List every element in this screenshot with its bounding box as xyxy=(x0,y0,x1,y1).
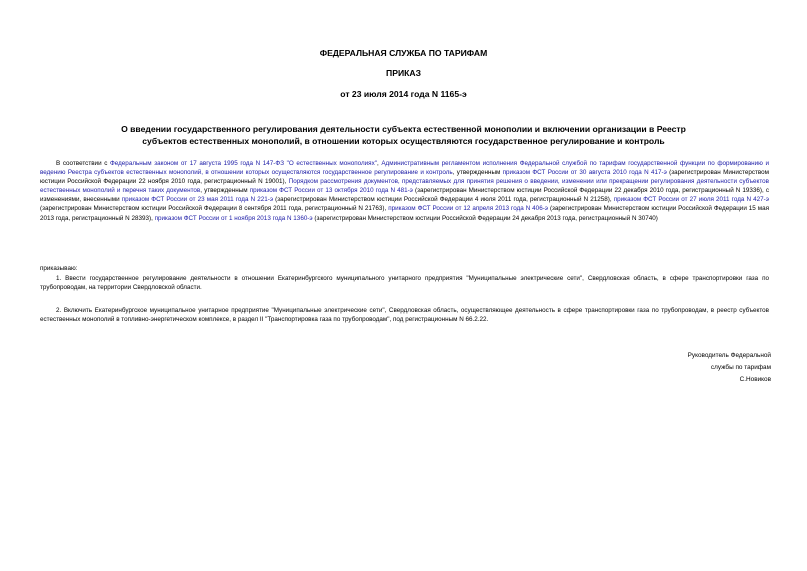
document-type: ПРИКАЗ xyxy=(386,68,421,78)
preamble-text: (зарегистрирован Министерством юстиции Российской Федерации 22 ноября 2010 года, регистрационный N 19001), xyxy=(40,169,769,186)
preamble-text: , xyxy=(376,160,382,167)
link-order-406[interactable]: приказом ФСТ России от 12 апреля 2013 года N 406-э xyxy=(388,205,548,213)
link-order-221[interactable]: приказом ФСТ России от 23 мая 2011 года N 221-э xyxy=(121,196,274,204)
link-federal-law-147[interactable]: Федеральным законом от 17 августа 1995 года N 147-ФЗ "О естественных монополиях" xyxy=(109,160,377,167)
signature-position: Руководитель Федеральной xyxy=(687,352,771,359)
preamble-text: (зарегистрирован Министерством юстиции Российской Федерации 22 декабря 2010 года, регистрационный N 19336), с изменениями, внесенными xyxy=(40,187,769,204)
link-order-417[interactable]: приказом ФСТ России от 30 августа 2010 года N 417-э xyxy=(502,169,667,177)
order-item-1: 1. Ввести государственное регулирование деятельности в отношении Екатеринбургского муниципального унитарного предприятия "Муниципальные электрические сети", Свердловская область, в сфере транспортировки газа по трубопроводам, на территории Свердловской области. xyxy=(40,275,769,292)
link-order-1360[interactable]: приказом ФСТ России от 1 ноября 2013 года N 1360-э xyxy=(154,214,313,222)
preamble-text: (зарегистрирован Министерством юстиции Российской Федерации 24 декабря 2013 года, регистрационный N 30740) xyxy=(312,214,658,222)
preamble-text: В соответствии с xyxy=(56,160,110,167)
preamble-text: , утвержденным xyxy=(452,169,503,177)
document-date-number: от 23 июля 2014 года N 1165-э xyxy=(340,89,467,99)
preamble-paragraph xyxy=(40,159,769,223)
link-admin-regulation[interactable]: Административным регламентом исполнения Федеральной службой по тарифам государственной функции по формированию и ведению Реестра субъектов естественных монополий, в отношении которых осуществляются государственное регулирование и контроль xyxy=(40,160,769,177)
preamble-text: (зарегистрирован Министерством юстиции Российской Федерации 8 сентября 2011 года, регистрационный N 21763), xyxy=(40,205,389,213)
preamble-text: , утвержденным xyxy=(200,187,250,195)
order-word: приказываю: xyxy=(40,265,78,272)
document-title: О введении государственного регулирования деятельности субъекта естественной монополии и включении организации в Реестр субъектов естественных монополий, в отношении которых осуществляются государственное регулирование и контроль xyxy=(121,124,686,146)
order-item-2: 2. Включить Екатеринбургское муниципальное унитарное предприятие "Муниципальные электрические сети", Свердловская область, осуществляющее деятельность в сфере транспортировки газа по трубопроводам, в реестр субъектов естественных монополий в топливно-энергетическом комплексе, в раздел II "Транспортировка газа по трубопроводам", под регистрационным N 66.2.22. xyxy=(40,307,769,324)
link-order-481[interactable]: приказом ФСТ России от 13 октября 2010 года N 481-э xyxy=(249,187,413,195)
link-procedure[interactable]: Порядком рассмотрения документов, представляемых для принятия решения о введении, изменении или прекращении регулирования деятельности субъектов естественных монополий и перечня таких документов xyxy=(40,178,769,195)
link-order-427[interactable]: приказом ФСТ России от 27 июля 2011 года N 427-э xyxy=(613,196,769,204)
signature-organization: службы по тарифам xyxy=(710,364,771,371)
organization-name: ФЕДЕРАЛЬНАЯ СЛУЖБА ПО ТАРИФАМ xyxy=(319,48,488,58)
preamble-text: (зарегистрирован Министерством юстиции Российской Федерации 4 июля 2011 года, регистрационный N 21258), xyxy=(273,196,614,204)
preamble-text: (зарегистрирован Министерством юстиции Российской Федерации 15 мая 2013 года, регистрационный N 28393), xyxy=(40,205,769,222)
signature-name: С.Новиков xyxy=(739,376,771,383)
